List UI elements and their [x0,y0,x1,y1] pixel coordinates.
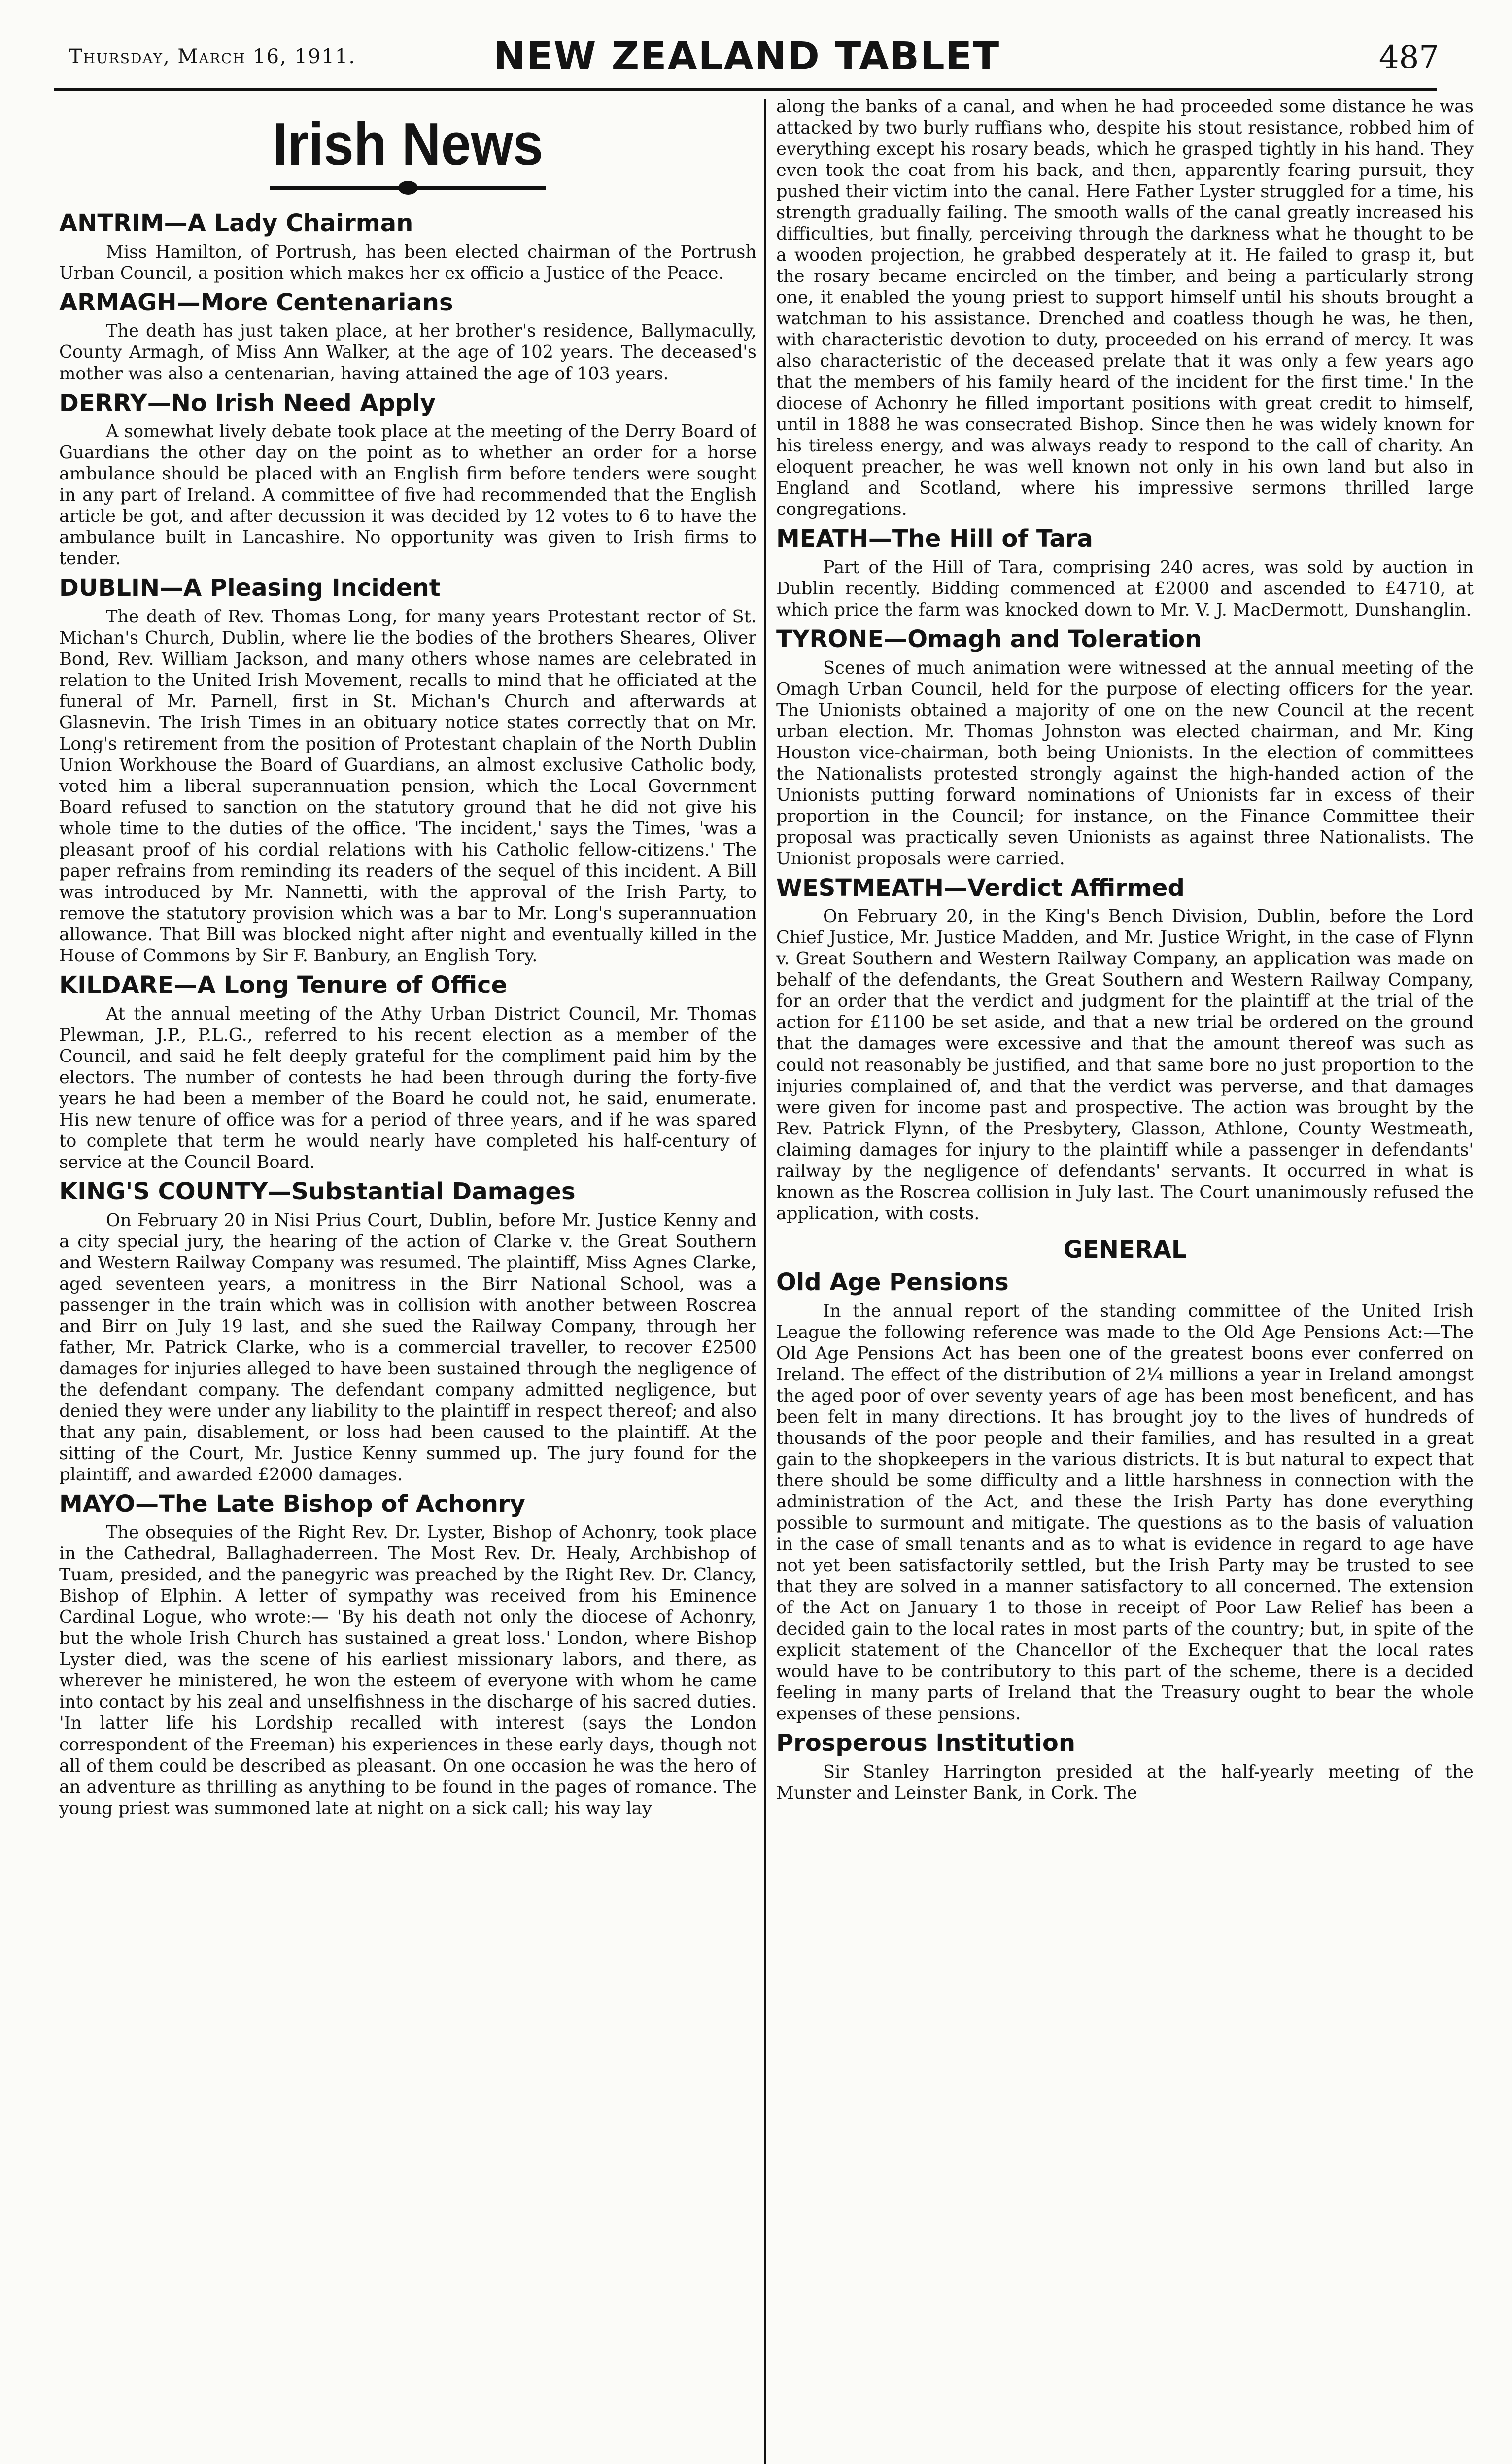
headline-antrim: ANTRIM—A Lady Chairman [59,209,413,238]
story-tyrone: Scenes of much animation were witnessed at the annual meeting of the Omagh Urban Council, held for the purpose of electing officers for the year. The Unionists obtained a majority of one on the new Council at the recent urban election. Mr. Thomas Johnston was elected chairman, and Mr. King Houston vice-chairman, both being Unionists. In the election of committees the Nationalists protested strongly against the high-handed action of the Unionists putting forward nominations of Unionists far in excess of their proportion in the Council; for instance, on the Finance Committee their proposal was practically seven Unionists as against three Nationalists. The Unionist proposals were carried. [776,657,1474,869]
title-ornament [270,186,546,190]
headline-kildare: KILDARE—A Long Tenure of Office [59,971,508,999]
headline-prosperous-institution: Prosperous Institution [776,1729,1076,1757]
story-westmeath: On February 20, in the King's Bench Division, Dublin, before the Lord Chief Justice, Mr. Justice Madden, and Mr. Justice Wright, in the case of Flynn v. Great Southern and Western Railway Company, an application was made on behalf of the defendants, the Great Southern and Western Railway Company, for an order that the verdict and judgment for the plaintiff at the trial of the action for £1100 be set aside, and that a new trial be ordered on the ground that the damages were excessive and that the amount thereof was such as could not reasonably be justified, and that same bore no just proportion to the injuries complained of, and that the verdict was perverse, and that damages were given for income past and prospective. The action was brought by the Rev. Patrick Flynn, of the Presbytery, Glasson, Athlone, County Westmeath, claiming damages for injury to the plaintiff while a passenger in defendants' railway by the negligence of defendants' servants. It occurred in what is known as the Roscrea collision in July last. The Court unanimously refused the application, with costs. [776,906,1474,1224]
headline-mayo: MAYO—The Late Bishop of Achonry [59,1490,525,1518]
headline-old-age-pensions: Old Age Pensions [776,1268,1009,1297]
headline-kings-county: KING'S COUNTY—Substantial Damages [59,1177,576,1205]
story-prosperous-institution: Sir Stanley Harrington presided at the half-yearly meeting of the Munster and Leinster Bank, in Cork. The [776,1761,1474,1803]
masthead-rule [54,88,1437,91]
headline-tyrone: TYRONE—Omagh and Toleration [776,625,1202,653]
story-kildare: At the annual meeting of the Athy Urban District Council, Mr. Thomas Plewman, J.P., P.L.G., referred to his recent election as a member of the Council, and said he felt deeply grateful for the compliment paid him by the electors. The number of contests he had been through during the forty-five years he had been a member of the Board he could not, he said, enumerate. His new tenure of office was for a period of three years, and if he was spared to complete that term he would nearly have completed his half-century of service at the Council Board. [59,1003,756,1172]
column-divider [764,99,766,2464]
newspaper-title: NEW ZEALAND TABLET [493,34,1000,79]
masthead [44,34,1449,89]
headline-armagh: ARMAGH—More Centenarians [59,288,453,316]
story-meath: Part of the Hill of Tara, comprising 240 acres, was sold by auction in Dublin recently. Bidding commenced at £2000 and ascended to £4710, at which price the farm was knocked down to Mr. V. J. MacDermott, Dunshanglin. [776,557,1474,620]
story-mayo: The obsequies of the Right Rev. Dr. Lyster, Bishop of Achonry, took place in the Cathedral, Ballaghaderreen. The Most Rev. Dr. Healy, Archbishop of Tuam, presided, and the panegyric was preached by the Right Rev. Dr. Clancy, Bishop of Elphin. A letter of sympathy was received from his Eminence Cardinal Logue, who wrote:— 'By his death not only the diocese of Achonry, but the whole Irish Church has sustained a great loss.' London, where Bishop Lyster died, was the scene of his earliest missionary labors, and there, as wherever he ministered, he won the esteem of everyone with whom he came into contact by his zeal and unselfishness in the discharge of his sacred duties. 'In latter life his Lordship recalled with interest (says the London correspondent of the Freeman) his experiences in these early days, though not all of them could be described as pleasant. On one occasion he was the hero of an adventure as thrilling as anything to be found in the pages of romance. The young priest was summoned late at night on a sick call; his way lay [59,1522,756,1818]
page-number: 487 [1378,39,1439,76]
story-mayo-continued: along the banks of a canal, and when he had proceeded some distance he was attacked by two burly ruffians who, despite his stout resistance, robbed him of everything except his rosary beads, which he grasped tightly in his hand. They even took the coat from his back, and then, apparently fearing pursuit, they pushed their victim into the canal. Here Father Lyster struggled for a time, his strength gradually failing. The smooth walls of the canal greatly increased his difficulties, but finally, perceiving through the darkness what he thought to be a wooden projection, he grabbed desperately at it. He failed to grasp it, but the rosary became encircled on the timber, and being a particularly strong one, it enabled the young priest to support himself until his shouts brought a watchman to his assistance. Drenched and coatless though he was, he then, with characteristic devotion to duty, proceeded on his errand of mercy. It was also characteristic of the deceased prelate that it was only a few years ago that the members of his family heard of the incident for the first time.' In the diocese of Achonry he filled important positions with great credit to himself, until in 1888 he was consecrated Bishop. Since then he was widely known for his tireless energy, and was always ready to respond to the call of charity. An eloquent preacher, he was well known not only in his own land but also in England and Scotland, where his impressive sermons thrilled large congregations. [776,97,1474,520]
issue-date: Thursday, March 16, 1911. [69,45,356,68]
right-column [776,96,1474,2464]
headline-derry: DERRY—No Irish Need Apply [59,389,436,417]
story-old-age-pensions: In the annual report of the standing committee of the United Irish League the following reference was made to the Old Age Pensions Act:—The Old Age Pensions Act has been one of the greatest boons ever conferred on Ireland. The effect of the distribution of 2¼ millions a year in Ireland amongst the aged poor of over seventy years of age has been most beneficent, and has been felt in many directions. It has brought joy to the lives of hundreds of thousands of the poor people and their families, and has resulted in a great gain to the shopkeepers in the various districts. It is but natural to expect that there should be some difficulty and a little harshness in connection with the administration of the Act, and these the Irish Party has done everything possible to surmount and mitigate. The questions as to the basis of valuation in the case of small tenants and as to what is evidence in regard to age have not yet been satisfactorily settled, but the Irish Party may be trusted to see that they are solved in a manner satisfactory to all concerned. The extension of the Act on January 1 to those in receipt of Poor Law Relief has been a decided gain to the local rates in most parts of the country; but, in spite of the explicit statement of the Chancellor of the Exchequer that the local rates would have to be contributory to this part of the scheme, there is a decided feeling in many parts of Ireland that the Treasury ought to bear the whole expenses of these pensions. [776,1300,1474,1724]
story-kings-county: On February 20 in Nisi Prius Court, Dublin, before Mr. Justice Kenny and a city special jury, the hearing of the action of Clarke v. the Great Southern and Western Railway Company was resumed. The plaintiff, Miss Agnes Clarke, aged seventeen years, a monitress in the Birr National School, was a passenger in the train which was in collision with another between Roscrea and Birr on July 19 last, and she sued the Railway Company, through her father, Mr. Patrick Clarke, who is a commercial traveller, to recover £2500 damages for injuries alleged to have been sustained through the negligence of the defendant company. The defendant company admitted negligence, but denied they were under any liability to the plaintiff in respect thereof; and also that any pain, disablement, or loss had been caused to the plaintiff. At the sitting of the Court, Mr. Justice Kenny summed up. The jury found for the plaintiff, and awarded £2000 damages. [59,1210,756,1485]
headline-dublin: DUBLIN—A Pleasing Incident [59,574,441,602]
left-column [59,96,756,2464]
story-derry: A somewhat lively debate took place at the meeting of the Derry Board of Guardians the other day on the point as to whether an order for a horse ambulance should be placed with an English firm before tenders were sought in any part of Ireland. A committee of five had recommended that the English article be got, and after decussion it was decided by 12 votes to 6 to have the ambulance built in Lancashire. No opportunity was given to Irish firms to tender. [59,421,756,569]
story-antrim: Miss Hamilton, of Portrush, has been elected chairman of the Portrush Urban Council, a position which makes her ex officio a Justice of the Peace. [59,241,756,283]
story-armagh: The death has just taken place, at her brother's residence, Ballymacully, County Armagh, of Miss Ann Walker, at the age of 102 years. The deceased's mother was also a centenarian, having attained the age of 103 years. [59,321,756,384]
headline-westmeath: WESTMEATH—Verdict Affirmed [776,874,1185,902]
story-dublin: The death of Rev. Thomas Long, for many years Protestant rector of St. Michan's Church, Dublin, where lie the bodies of the brothers Sheares, Oliver Bond, Rev. William Jackson, and many others whose names are celebrated in relation to the United Irish Movement, recalls to mind that he officiated at the funeral of Mr. Parnell, first in St. Michan's Church and afterwards at Glasnevin. The Irish Times in an obituary notice states correctly that on Mr. Long's retirement from the position of Protestant chaplain of the North Dublin Union Workhouse the Board of Guardians, an almost exclusive Catholic body, voted him a liberal superannuation pension, which the Local Government Board refused to sanction on the statutory ground that he did not give his whole time to the duties of the office. 'The incident,' says the Times, 'was a pleasant proof of his cordial relations with his Catholic fellow-citizens.' The paper refrains from reminding its readers of the sequel of this incident. A Bill was introduced by Mr. Nannetti, with the approval of the Irish Party, to remove the statutory provision which was a bar to Mr. Long's superannuation allowance. That Bill was blocked night after night and eventually killed in the House of Commons by Sir F. Banbury, an English Tory. [59,606,756,966]
section-title: Irish News [272,110,544,177]
general-heading: GENERAL [1063,1235,1187,1264]
headline-meath: MEATH—The Hill of Tara [776,525,1093,553]
